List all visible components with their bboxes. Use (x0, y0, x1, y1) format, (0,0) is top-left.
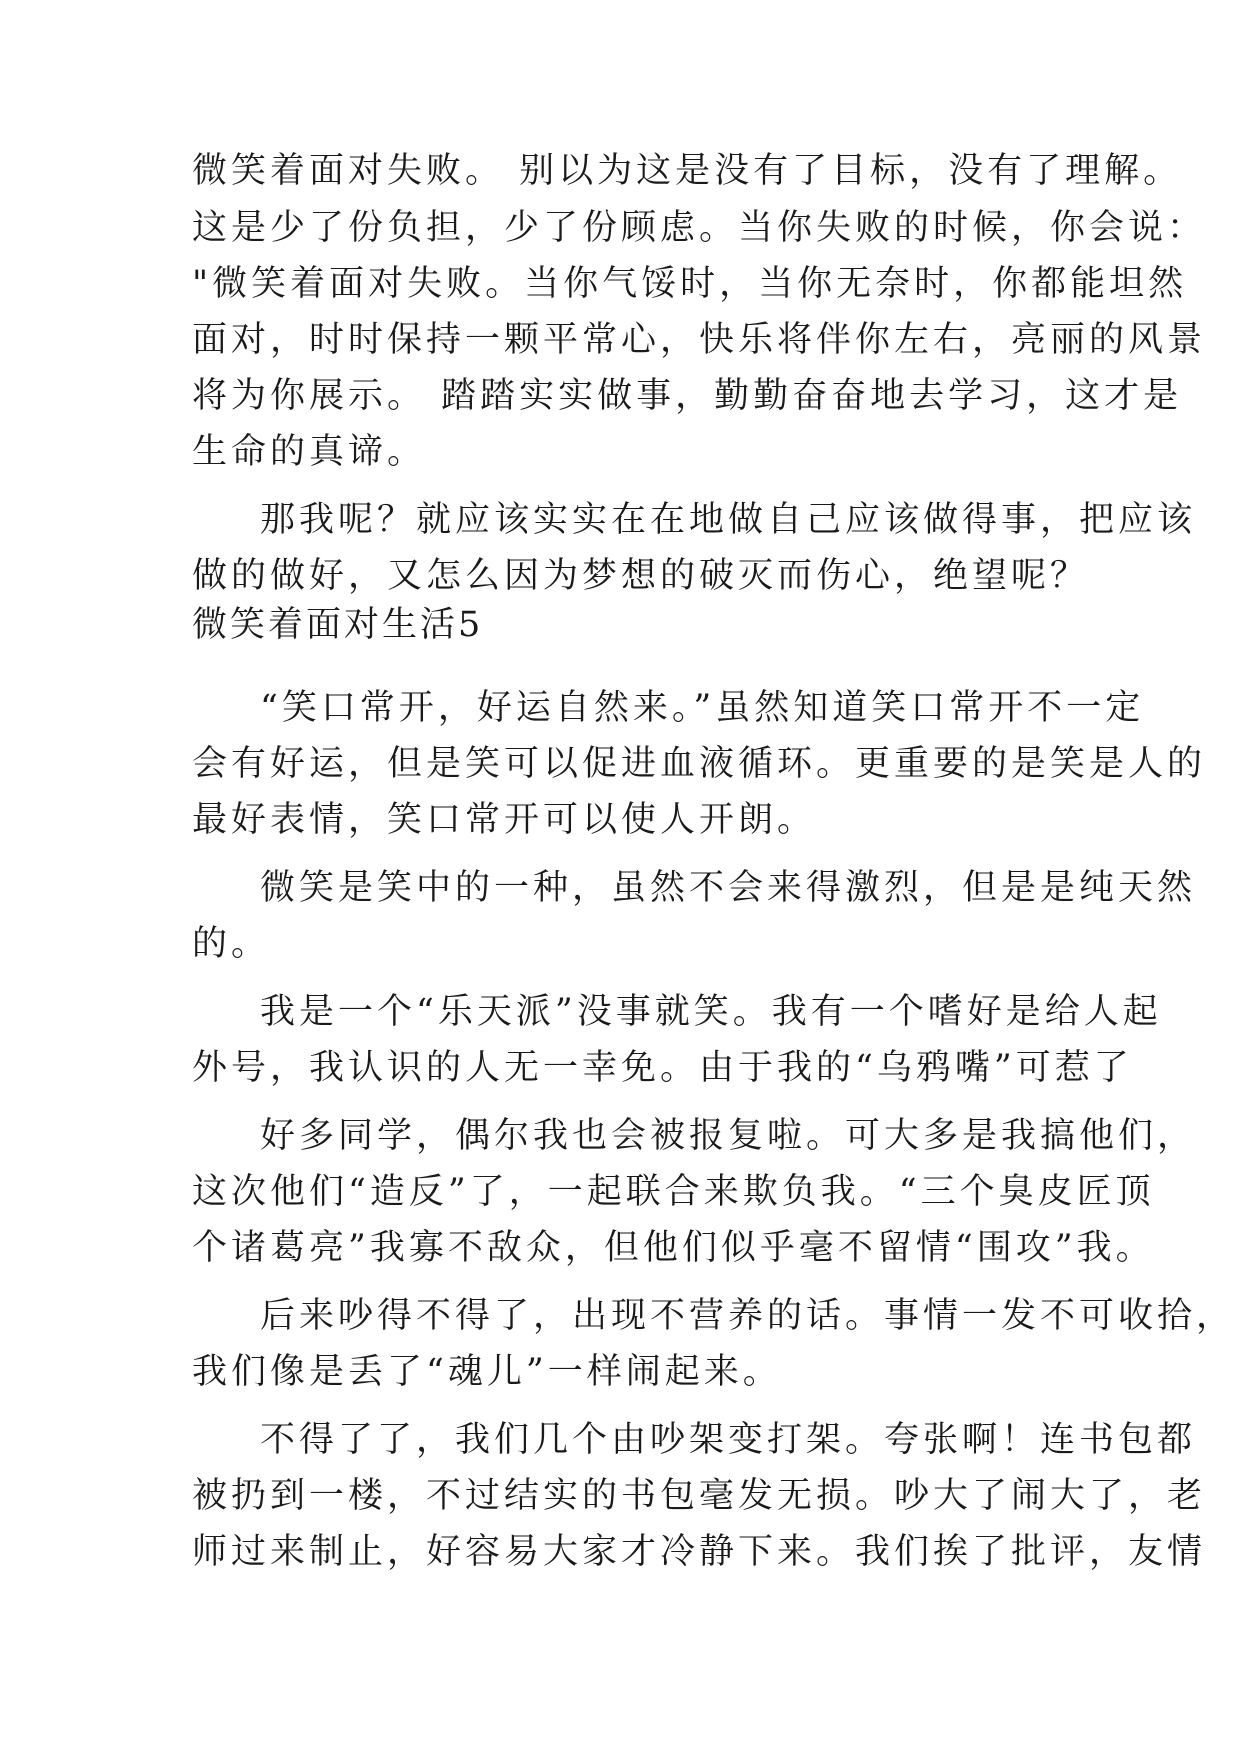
text-line: 不得了了，我们几个由吵架变打架。夸张啊！连书包都 (260, 1420, 1197, 1460)
text-line: 那我呢？就应该实实在在地做自己应该做得事，把应该 (260, 500, 1197, 540)
text-line: 个诸葛亮”我寡不敌众，但他们似乎毫不留情“围攻”我。 (192, 1228, 1155, 1268)
text-line: 会有好运，但是笑可以促进血液循环。更重要的是笑是人的 (192, 744, 1207, 784)
text-line: "微笑着面对失败。当你气馁时，当你无奈时，你都能坦然 (192, 264, 1188, 304)
text-line: 微笑着面对失败。 别以为这是没有了目标，没有了理解。 (192, 151, 1183, 191)
text-line: 我是一个“乐天派”没事就笑。我有一个嗜好是给人起 (260, 992, 1162, 1032)
text-line: 微笑是笑中的一种，虽然不会来得激烈，但是是纯天然 (260, 868, 1197, 908)
text-line: 被扔到一楼，不过结实的书包毫发无损。吵大了闹大了，老 (192, 1476, 1207, 1516)
text-line: 做的做好，又怎么因为梦想的破灭而伤心，绝望呢？ (192, 556, 1090, 596)
text-line: 将为你展示。 踏踏实实做事，勤勤奋奋地去学习，这才是 (192, 376, 1183, 416)
text-line: 的。 (192, 924, 271, 964)
text-line: 这是少了份负担，少了份顾虑。当你失败的时候，你会说： (192, 208, 1207, 248)
text-line: 面对，时时保持一颗平常心，快乐将伴你左右，亮丽的风景 (192, 320, 1207, 360)
text-line: 好多同学，偶尔我也会被报复啦。可大多是我搞他们， (260, 1116, 1197, 1156)
text-line: 我们像是丢了“魂儿”一样闹起来。 (192, 1352, 782, 1392)
text-line: 外号，我认识的人无一幸免。由于我的“乌鸦嘴”可惹了 (192, 1048, 1133, 1088)
text-line: “笑口常开，好运自然来。”虽然知道笑口常开不一定 (260, 688, 1145, 728)
section-title: 微笑着面对生活5 (192, 605, 484, 645)
text-line: 最好表情，笑口常开可以使人开朗。 (192, 800, 817, 840)
text-line: 这次他们“造反”了，一起联合来欺负我。“三个臭皮匠顶 (192, 1172, 1155, 1212)
text-line: 生命的真谛。 (192, 432, 427, 472)
text-line: 师过来制止，好容易大家才冷静下来。我们挨了批评，友情 (192, 1532, 1207, 1572)
text-line: 后来吵得不得了，出现不营养的话。事情一发不可收拾， (260, 1296, 1236, 1336)
